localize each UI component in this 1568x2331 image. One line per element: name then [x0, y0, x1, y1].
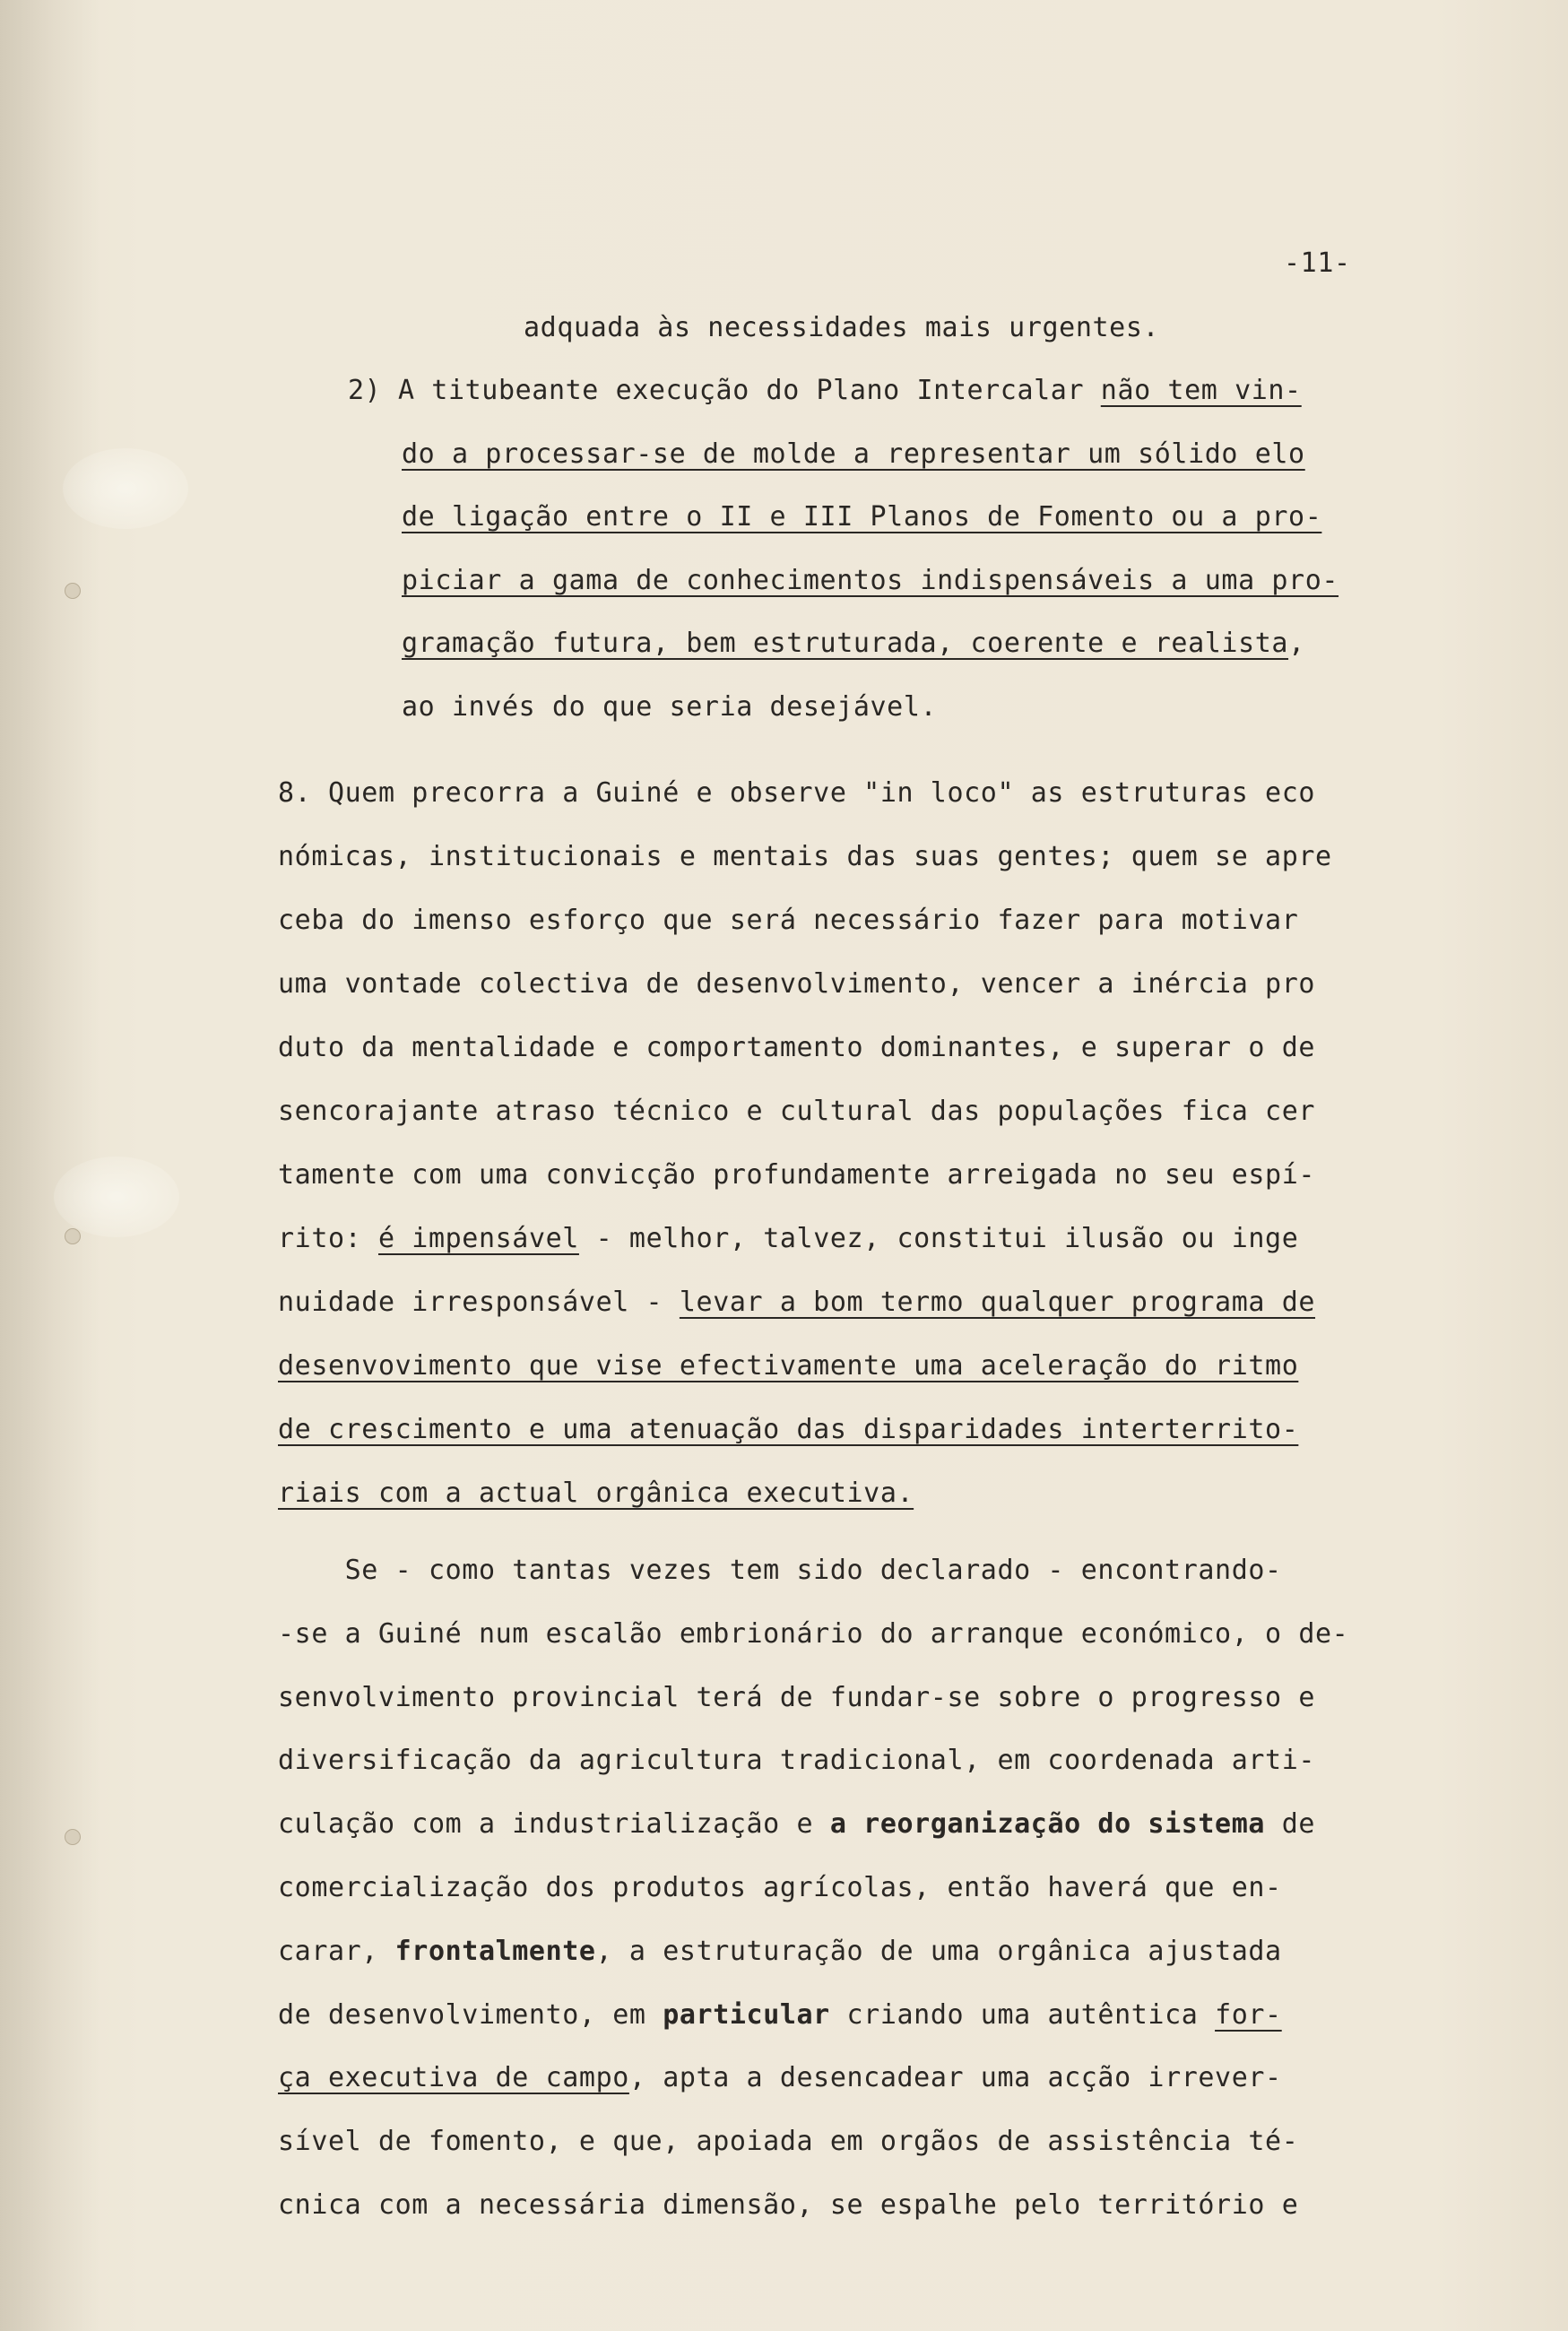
text-line: [278, 1997, 1282, 2033]
text-line: [278, 1030, 1315, 1066]
emphasized-text: frontalmente: [394, 1936, 596, 1967]
text-segment: ceba do imenso esforço que será necessário fazer para motivar: [278, 905, 1299, 936]
text-line: [278, 966, 1315, 1002]
text-line: [278, 2060, 1282, 2096]
text-segment: tamente com uma convicção profundamente arreigada no seu espí-: [278, 1159, 1316, 1191]
text-segment: diversificação da agricultura tradicional, em coordenada arti-: [278, 1745, 1316, 1776]
text-segment: Se - como tantas vezes tem sido declarado - encontrando-: [278, 1555, 1282, 1586]
text-line: [402, 689, 937, 725]
text-segment: criando uma autêntica: [829, 1999, 1216, 2031]
text-segment: comercialização dos produtos agrícolas, então haverá que en-: [278, 1872, 1282, 1903]
underlined-text: ça executiva de campo: [278, 2062, 629, 2093]
text-segment: , apta a desencadear uma acção irrever-: [628, 2062, 1282, 2093]
text-segment: nómicas, institucionais e mentais das suas gentes; quem se apre: [278, 841, 1332, 872]
text-segment: duto da mentalidade e comportamento dominantes, e superar o de: [278, 1032, 1316, 1063]
text-line: [278, 903, 1298, 939]
emphasized-text: a reorganização do sistema: [829, 1808, 1266, 1840]
text-line: [402, 499, 1321, 535]
text-line: [278, 839, 1332, 875]
text-segment: uma vontade colectiva de desenvolvimento, vencer a inércia pro: [278, 968, 1316, 1000]
underlined-text: riais com a actual orgânica executiva.: [278, 1477, 914, 1509]
underlined-text: for-: [1215, 1999, 1282, 2031]
text-segment: adquada às necessidades mais urgentes.: [524, 312, 1160, 343]
text-segment: ,: [1288, 628, 1305, 659]
text-segment: 8. Quem precorra a Guiné e observe "in loco" as estruturas eco: [278, 777, 1316, 809]
text-line: [278, 2124, 1298, 2160]
underlined-text: é impensável: [377, 1223, 579, 1254]
text-line: [278, 1870, 1282, 1906]
text-line: [524, 310, 1159, 346]
text-segment: sível de fomento, e que, apoiada em orgãos de assistência té-: [278, 2126, 1299, 2157]
underlined-text: de crescimento e uma atenuação das disparidades interterrito-: [278, 1414, 1299, 1445]
text-line: [402, 437, 1305, 472]
emphasized-text: particular: [663, 1999, 830, 2031]
underlined-text: do a processar-se de molde a representar um sólido elo: [402, 438, 1305, 470]
text-line: [278, 1094, 1315, 1130]
text-segment: culação com a industrialização e: [278, 1808, 830, 1840]
underlined-text: gramação futura, bem estruturada, coerente e realista: [402, 628, 1289, 659]
text-line: [278, 1348, 1298, 1384]
text-segment: , a estruturação de uma orgânica ajustada: [595, 1936, 1282, 1967]
text-segment: -se a Guiné num escalão embrionário do arranque económico, o de-: [278, 1618, 1349, 1650]
text-segment: 2) A titubeante execução do Plano Intercalar: [348, 375, 1101, 406]
text-line: [278, 1221, 1298, 1257]
text-line: [278, 1616, 1348, 1652]
text-segment: - melhor, talvez, constitui ilusão ou inge: [578, 1223, 1299, 1254]
text-segment: de: [1265, 1808, 1316, 1840]
paper-crease: [63, 448, 188, 529]
text-line: [278, 1157, 1315, 1193]
text-line: [278, 2188, 1298, 2223]
text-line: [278, 1285, 1315, 1321]
text-line: [348, 373, 1302, 409]
text-line: [278, 1680, 1315, 1716]
text-line: [278, 776, 1315, 811]
text-line: [278, 1743, 1315, 1779]
text-line: [278, 1412, 1298, 1448]
underlined-text: piciar a gama de conhecimentos indispensáveis a uma pro-: [402, 565, 1339, 596]
text-line: [402, 563, 1338, 599]
punch-hole: [65, 1228, 81, 1244]
text-line: [278, 1553, 1282, 1589]
text-segment: rito:: [278, 1223, 378, 1254]
underlined-text: desenvovimento que vise efectivamente uma aceleração do ritmo: [278, 1350, 1299, 1382]
text-line: [278, 1476, 914, 1512]
text-segment: sencorajante atraso técnico e cultural das populações fica cer: [278, 1096, 1316, 1127]
text-line: [278, 1807, 1315, 1842]
text-segment: de desenvolvimento, em: [278, 1999, 663, 2031]
text-segment: senvolvimento provincial terá de fundar-se sobre o progresso e: [278, 1682, 1316, 1713]
text-segment: carar,: [278, 1936, 395, 1967]
underlined-text: não tem vin-: [1100, 375, 1302, 406]
paper-crease: [54, 1157, 179, 1237]
punch-hole: [65, 583, 81, 599]
text-segment: cnica com a necessária dimensão, se espalhe pelo território e: [278, 2189, 1299, 2221]
underlined-text: levar a bom termo qualquer programa de: [679, 1287, 1316, 1318]
punch-hole: [65, 1829, 81, 1845]
text-line: [278, 1934, 1282, 1970]
text-segment: ao invés do que seria desejável.: [402, 691, 938, 723]
underlined-text: de ligação entre o II e III Planos de Fomento ou a pro-: [402, 501, 1322, 533]
text-line: [402, 626, 1305, 662]
text-segment: nuidade irresponsável -: [278, 1287, 680, 1318]
page-number: -11-: [1284, 247, 1351, 279]
